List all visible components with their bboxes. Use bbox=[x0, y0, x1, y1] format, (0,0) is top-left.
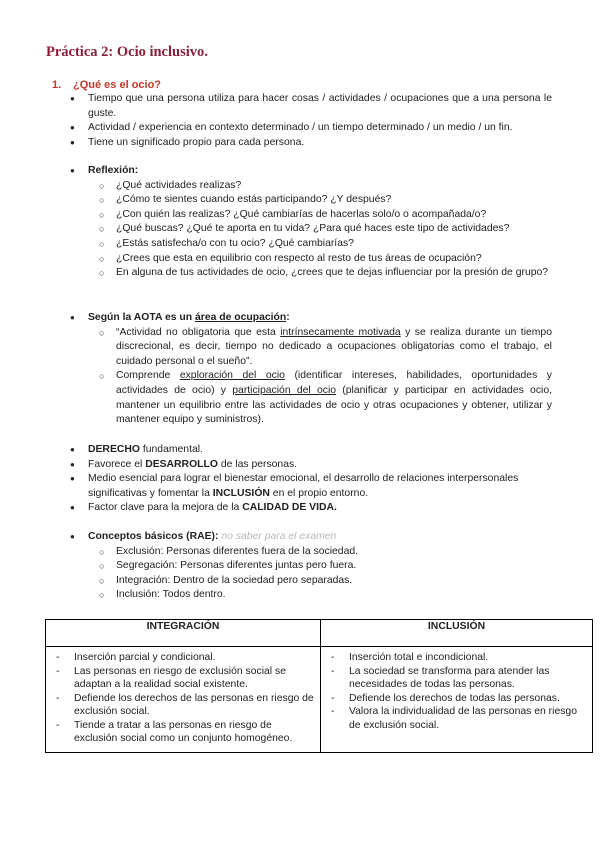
reflexion-question: ○ ¿Estás satisfecha/o con tu ocio? ¿Qué cambiarías? bbox=[0, 237, 600, 252]
table-list-item: - Defiende los derechos de todas las personas. bbox=[329, 692, 586, 706]
concept-item: ○ Integración: Dentro de la sociedad pero separadas. bbox=[0, 574, 600, 589]
concept-item: ○ Segregación: Personas diferentes juntas pero fuera. bbox=[0, 559, 600, 574]
table-row bbox=[46, 647, 593, 753]
reflexion-question: ○ En alguna de tus actividades de ocio, ¿crees que te dejas influenciar por la presión de grupo? bbox=[0, 266, 600, 281]
key-point-item: ● Favorece el DESARROLLO de las personas. bbox=[0, 458, 600, 473]
reflexion-block bbox=[0, 164, 600, 281]
conceptos-label: ● Conceptos básicos (RAE): no saber para el examen bbox=[0, 530, 600, 545]
reflexion-question: ○ ¿Qué actividades realizas? bbox=[0, 179, 600, 194]
key-points bbox=[0, 443, 600, 516]
table-header-row bbox=[46, 620, 593, 647]
key-point-item: ● Medio esencial para lograr el bienestar emocional, el desarrollo de relaciones interpersonales significativas y fomentar la INCLUSIÓN en el propio entorno. bbox=[0, 472, 600, 501]
definition-list bbox=[0, 92, 600, 150]
reflexion-question: ○ ¿Crees que esta en equilibrio con respecto al resto de tus áreas de ocupación? bbox=[0, 252, 600, 267]
concept-item: ○ Exclusión: Personas diferentes fuera de la sociedad. bbox=[0, 545, 600, 560]
table-header-integracion: INTEGRACIÓN bbox=[46, 620, 321, 647]
section-heading bbox=[52, 79, 161, 91]
reflexion-question: ○ ¿Con quién las realizas? ¿Qué cambiarías de hacerlas solo/o o acompañada/o? bbox=[0, 208, 600, 223]
reflexion-question: ○ ¿Cómo te sientes cuando estás participando? ¿Y después? bbox=[0, 193, 600, 208]
table-list-item: - La sociedad se transforma para atender las necesidades de todas las personas. bbox=[329, 665, 586, 692]
section-number: 1. bbox=[52, 79, 62, 91]
table-list-item: - Defiende los derechos de las personas en riesgo de exclusión social. bbox=[54, 692, 314, 719]
aota-label: ● Según la AOTA es un área de ocupación: bbox=[0, 311, 600, 326]
aota-comprende: ○ Comprende exploración del ocio (identificar intereses, habilidades, oportunidades y actividades de ocio) y participación del ocio (planificar y participar en actividades ocio, mantener un equilibrio entre las actividades de ocio y otras ocupaciones y obtener, utilizar y mantener equipo y suministros). bbox=[0, 369, 600, 427]
inclusion-cell bbox=[321, 647, 593, 753]
table-list-item: - Inserción parcial y condicional. bbox=[54, 651, 314, 665]
aota-block bbox=[0, 311, 600, 428]
integracion-cell bbox=[46, 647, 321, 753]
key-point-item: ● Factor clave para la mejora de la CALIDAD DE VIDA. bbox=[0, 501, 600, 516]
conceptos-block bbox=[0, 530, 600, 603]
definition-item: ● Tiene un significado propio para cada persona. bbox=[0, 136, 600, 151]
table-list-item: - Las personas en riesgo de exclusión social se adaptan a la realidad social existente. bbox=[54, 665, 314, 692]
section-title: ¿Qué es el ocio? bbox=[73, 79, 162, 91]
definition-item: ● Actividad / experiencia en contexto determinado / un tiempo determinado / un medio / un fin. bbox=[0, 121, 600, 136]
key-point-item: ● DERECHO fundamental. bbox=[0, 443, 600, 458]
aota-definition: ○ “Actividad no obligatoria que esta intrínsecamente motivada y se realiza durante un tiempo discrecional, es decir, tiempo no dedicado a ocupaciones obligatorias como el trabajo, el cuidado personal o el sueño”. bbox=[0, 326, 600, 370]
table-list-item: - Inserción total e incondicional. bbox=[329, 651, 586, 665]
comparison-table bbox=[45, 619, 593, 753]
table-header-inclusion: INCLUSIÓN bbox=[321, 620, 593, 647]
reflexion-question: ○ ¿Qué buscas? ¿Qué te aporta en tu vida? ¿Para qué haces este tipo de actividades? bbox=[0, 222, 600, 237]
table-list-item: - Tiende a tratar a las personas en riesgo de exclusión social como un conjunto homogéneo. bbox=[54, 719, 314, 746]
conceptos-note: no saber para el examen bbox=[221, 531, 337, 542]
document-title: Práctica 2: Ocio inclusivo. bbox=[46, 44, 208, 60]
concept-item: ○ Inclusión: Todos dentro. bbox=[0, 588, 600, 603]
table-list-item: - Valora la individualidad de las personas en riesgo de exclusión social. bbox=[329, 705, 586, 732]
reflexion-label: ● Reflexión: bbox=[0, 164, 600, 179]
definition-item: ● Tiempo que una persona utiliza para hacer cosas / actividades / ocupaciones que a una persona le guste. bbox=[0, 92, 600, 121]
